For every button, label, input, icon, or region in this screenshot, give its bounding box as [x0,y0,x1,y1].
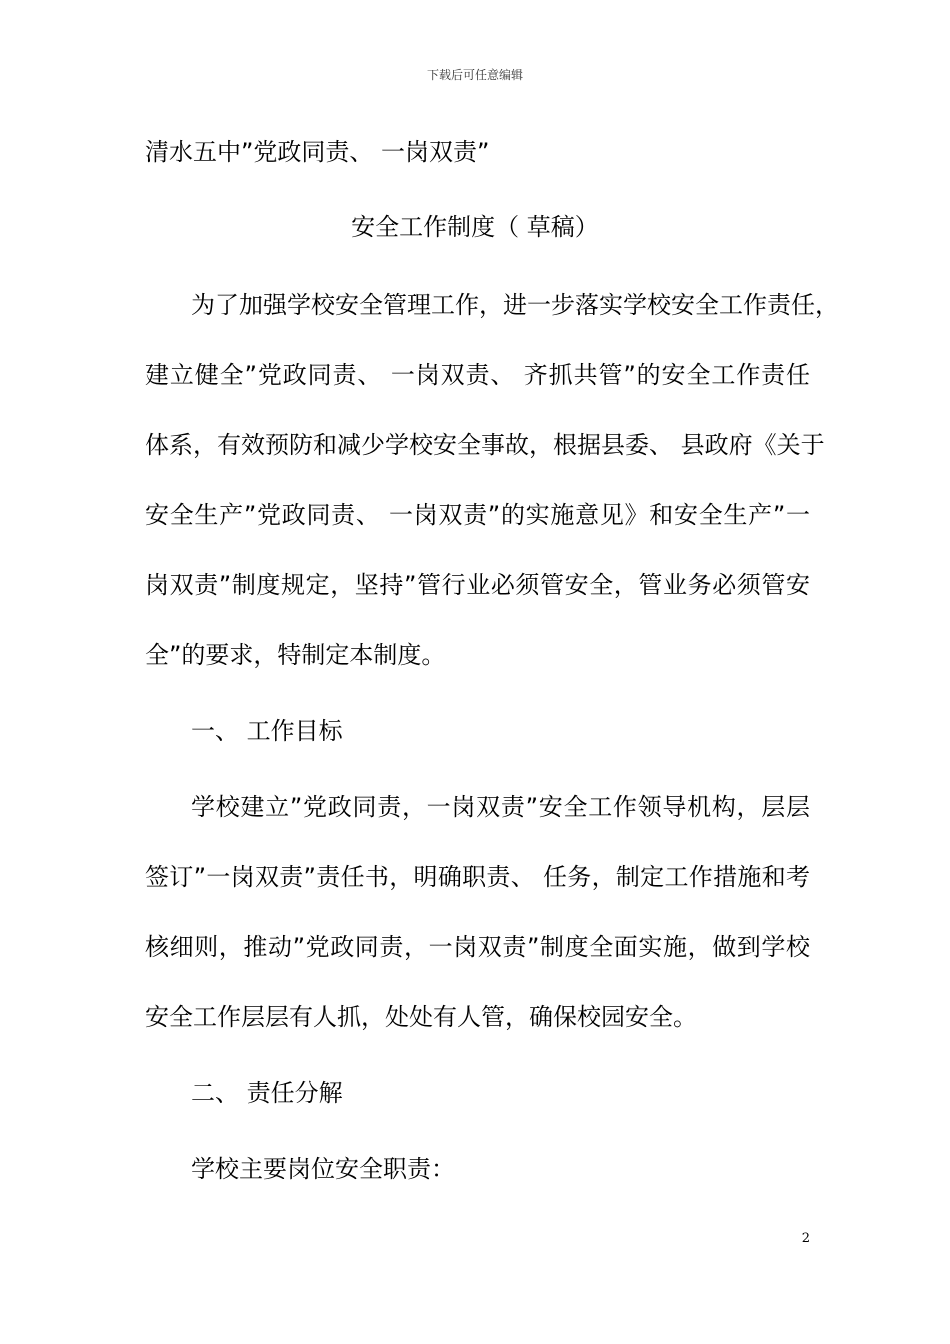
section-2-subheading: 学校主要岗位安全职责： [191,1155,455,1183]
page-number: 2 [801,1231,810,1246]
section-1-line-4: 安全工作层层有人抓，处处有人管，确保校园安全。 [145,1003,697,1031]
section-1-line-2: 签订”一岗双责”责任书，明确职责、 任务，制定工作措施和考 [145,863,810,891]
intro-line-4: 安全生产”党政同责、 一岗双责”的实施意见》和安全生产”一 [145,501,810,529]
document-title-line-1: 清水五中”党政同责、 一岗双责” [145,138,490,166]
intro-line-6: 全”的要求，特制定本制度。 [145,641,446,669]
intro-line-1: 为了加强学校安全管理工作，进一步落实学校安全工作责任， [191,291,839,319]
section-2-heading: 二、 责任分解 [191,1079,343,1107]
intro-line-3: 体系，有效预防和减少学校安全事故，根据县委、 县政府《关于 [145,431,825,459]
section-1-line-3: 核细则，推动”党政同责，一岗双责”制度全面实施，做到学校 [145,933,810,961]
document-title-line-2: 安全工作制度（ 草稿） [351,213,599,241]
header-note: 下载后可任意编辑 [426,68,523,82]
intro-line-5: 岗双责”制度规定，坚持”管行业必须管安全，管业务必须管安 [145,571,810,599]
intro-line-2: 建立健全”党政同责、 一岗双责、 齐抓共管”的安全工作责任 [145,361,810,389]
section-1-heading: 一、 工作目标 [191,717,343,745]
section-1-line-1: 学校建立”党政同责，一岗双责”安全工作领导机构，层层 [191,793,810,821]
